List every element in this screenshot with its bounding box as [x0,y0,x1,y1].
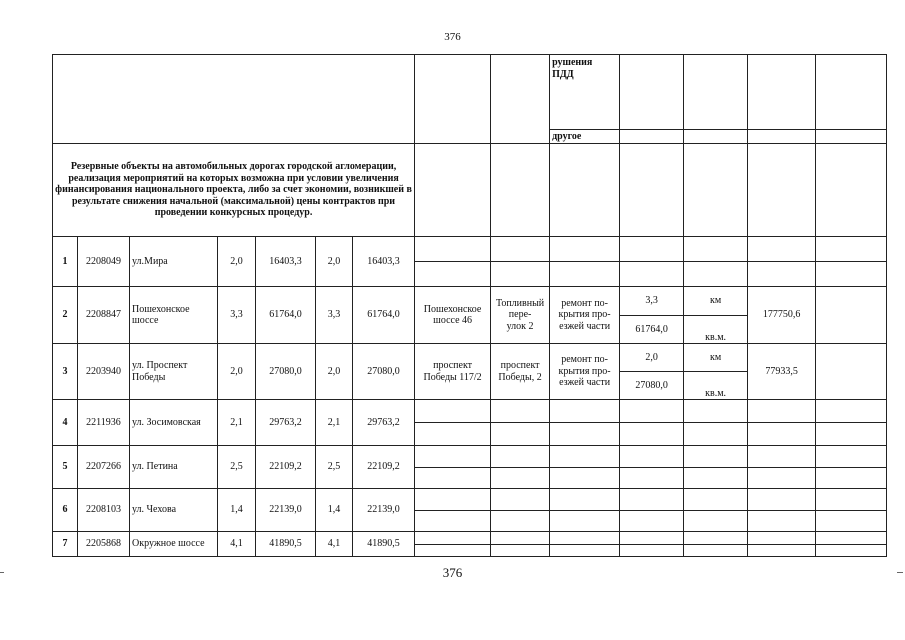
cost-plan: 27080,0 [353,344,415,400]
empty-cell [748,423,816,446]
empty-cell [620,423,684,446]
empty-cell [816,532,887,545]
empty-cell [491,545,550,557]
cost-total: 41890,5 [256,532,316,557]
header-cell [684,130,748,144]
header-left-blank [53,55,415,144]
length-km: 2,0 [218,344,256,400]
empty-cell [415,262,491,287]
quantity-km: 3,3 [620,287,684,316]
empty-cell [684,400,748,423]
table-row [53,400,887,423]
empty-cell [684,545,748,557]
empty-cell [748,468,816,489]
empty-cell [684,237,748,262]
length-km-plan: 2,0 [316,344,353,400]
empty-cell [415,532,491,545]
section-cell [748,144,816,237]
work-type: ремонт по- крытия про- езжей части [550,287,620,344]
violation-label: рушения ПДД [550,55,620,130]
empty-cell [748,532,816,545]
empty-cell [550,446,620,468]
empty-cell [491,400,550,423]
cost-plan: 16403,3 [353,237,415,287]
other-label: другое [550,130,620,144]
cost-total: 22109,2 [256,446,316,489]
length-km-plan: 2,1 [316,400,353,446]
cost-total: 29763,2 [256,400,316,446]
length-km-plan: 3,3 [316,287,353,344]
empty-cell [748,400,816,423]
quantity-area: 61764,0 [620,316,684,344]
section-cell [816,144,887,237]
road-objects-table [52,54,887,557]
cost-plan: 22139,0 [353,489,415,532]
row-code: 2203940 [78,344,130,400]
cost-plan: 61764,0 [353,287,415,344]
empty-cell [550,400,620,423]
empty-cell [684,511,748,532]
cost-total: 61764,0 [256,287,316,344]
empty-cell [620,400,684,423]
empty-cell [415,237,491,262]
empty-cell [491,489,550,511]
empty-cell [415,423,491,446]
length-km: 2,0 [218,237,256,287]
empty-cell [620,511,684,532]
road-name: ул. Зосимовская [130,400,218,446]
row-code: 2208103 [78,489,130,532]
empty-cell [816,468,887,489]
empty-cell [620,446,684,468]
length-km: 2,5 [218,446,256,489]
header-cell [620,130,684,144]
row-number: 6 [53,489,78,532]
empty-cell [816,423,887,446]
row-code: 2211936 [78,400,130,446]
cost-plan: 41890,5 [353,532,415,557]
empty-cell [415,545,491,557]
section-from: Пошехонское шоссе 46 [415,287,491,344]
section-title: Резервные объекты на автомобильных дорогах городской агломерации, реализация мероприятий на которых возможна при условии увеличения финансирования национального проекта, либо за счет экономии, возникшей в результате снижения начальной (максимальной) цены контрактов при проведении конкурсных процедур. [53,144,415,237]
cost-plan: 29763,2 [353,400,415,446]
road-name: Пошехонское шоссе [130,287,218,344]
empty-cell [415,511,491,532]
table-row [53,287,887,316]
row-code: 2208049 [78,237,130,287]
empty-cell [816,344,887,400]
table-row [53,237,887,262]
empty-cell [550,237,620,262]
length-km-plan: 1,4 [316,489,353,532]
row-number: 5 [53,446,78,489]
section-cell [684,144,748,237]
row-code: 2207266 [78,446,130,489]
header-cell [684,55,748,130]
header-cell [620,55,684,130]
empty-cell [816,262,887,287]
cost-total: 16403,3 [256,237,316,287]
total-amount: 77933,5 [748,344,816,400]
section-to: Топливный пере- улок 2 [491,287,550,344]
length-km: 2,1 [218,400,256,446]
section-cell [550,144,620,237]
section-to: проспект Победы, 2 [491,344,550,400]
empty-cell [748,446,816,468]
header-cell [491,55,550,144]
empty-cell [415,489,491,511]
header-cell [816,55,887,130]
section-cell [415,144,491,237]
length-km-plan: 2,0 [316,237,353,287]
empty-cell [550,262,620,287]
table-row [53,344,887,372]
empty-cell [491,423,550,446]
empty-cell [550,468,620,489]
road-name: ул. Петина [130,446,218,489]
road-name: ул. Чехова [130,489,218,532]
empty-cell [491,532,550,545]
empty-cell [748,489,816,511]
empty-cell [620,489,684,511]
empty-cell [550,511,620,532]
section-cell [491,144,550,237]
empty-cell [491,511,550,532]
length-km: 1,4 [218,489,256,532]
empty-cell [684,262,748,287]
empty-cell [748,511,816,532]
empty-cell [550,532,620,545]
empty-cell [684,423,748,446]
unit-km: км [684,287,748,316]
road-name: Окружное шоссе [130,532,218,557]
section-cell [620,144,684,237]
empty-cell [550,423,620,446]
row-code: 2208847 [78,287,130,344]
length-km: 3,3 [218,287,256,344]
empty-cell [816,446,887,468]
empty-cell [491,446,550,468]
length-km-plan: 4,1 [316,532,353,557]
page-number-bottom: 376 [442,565,463,580]
empty-cell [491,468,550,489]
cost-total: 22139,0 [256,489,316,532]
empty-cell [816,545,887,557]
empty-cell [620,532,684,545]
empty-cell [415,446,491,468]
empty-cell [620,237,684,262]
total-amount: 177750,6 [748,287,816,344]
empty-cell [620,468,684,489]
empty-cell [620,545,684,557]
row-number: 7 [53,532,78,557]
page-number-top: 376 [444,31,461,43]
unit-area: кв.м. [684,316,748,344]
row-number: 4 [53,400,78,446]
empty-cell [748,262,816,287]
empty-cell [748,237,816,262]
row-number: 3 [53,344,78,400]
empty-cell [816,511,887,532]
length-km-plan: 2,5 [316,446,353,489]
length-km: 4,1 [218,532,256,557]
empty-cell [620,262,684,287]
empty-cell [816,489,887,511]
empty-cell [684,489,748,511]
work-type: ремонт по- крытия про- езжей части [550,344,620,400]
section-from: проспект Победы 117/2 [415,344,491,400]
header-cell [748,55,816,130]
empty-cell [816,287,887,344]
quantity-area: 27080,0 [620,372,684,400]
empty-cell [491,237,550,262]
empty-cell [816,237,887,262]
header-row-violations [53,55,887,130]
empty-cell [491,262,550,287]
cost-total: 27080,0 [256,344,316,400]
empty-cell [550,489,620,511]
empty-cell [748,545,816,557]
cost-plan: 22109,2 [353,446,415,489]
row-number: 1 [53,237,78,287]
header-cell [748,130,816,144]
empty-cell [550,545,620,557]
table-row [53,532,887,545]
section-row [53,144,887,237]
road-name: ул.Мира [130,237,218,287]
table-row [53,446,887,468]
header-cell [415,55,491,144]
empty-cell [684,468,748,489]
unit-area: кв.м. [684,372,748,400]
empty-cell [816,400,887,423]
row-number: 2 [53,287,78,344]
quantity-km: 2,0 [620,344,684,372]
empty-cell [684,532,748,545]
empty-cell [684,446,748,468]
empty-cell [415,468,491,489]
row-code: 2205868 [78,532,130,557]
header-cell [816,130,887,144]
table-row [53,489,887,511]
unit-km: км [684,344,748,372]
road-name: ул. Проспект Победы [130,344,218,400]
empty-cell [415,400,491,423]
